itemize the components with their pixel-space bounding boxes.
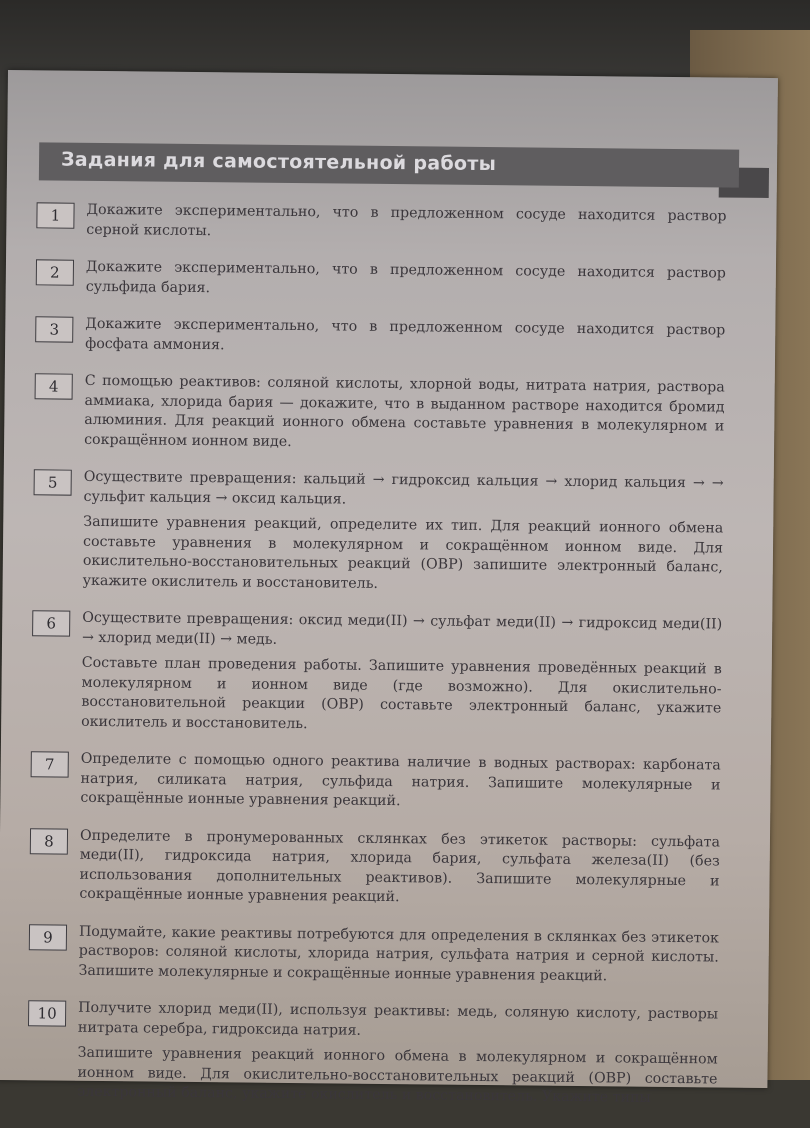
task-body	[83, 468, 724, 598]
task-item	[35, 314, 725, 360]
task-body	[79, 826, 720, 911]
task-number-box: 1	[36, 202, 74, 228]
task-body	[85, 315, 725, 361]
task-number-box: 10	[28, 1000, 66, 1026]
task-item	[33, 467, 724, 597]
task-body	[84, 372, 725, 457]
task-paragraph: Осуществите превращения: оксид меди(II) → сульфат меди(II) → гидроксид меди(II) → хлорид меди(II) → медь.	[81, 609, 723, 648]
task-body	[86, 201, 726, 247]
task-paragraph: Определите с помощью одного реактива наличие в водных растворах: карбоната натрия, силиката натрия, сульфида натрия. Запишите молекулярные и сокращённые ионные уравнения реакций.	[80, 750, 721, 810]
task-body	[80, 750, 721, 815]
task-item	[31, 608, 722, 738]
task-paragraph: Определите в пронумерованных склянках без этикеток растворы: сульфата меди(II), гидроксида натрия, хлорида бария, сульфата железа(II) (без использования дополнительных реактивов). Запишите молекулярные и сокращённые ионные уравнения реакций.	[79, 827, 721, 906]
task-item	[34, 371, 725, 456]
section-title: Задания для самостоятельной работы	[60, 148, 497, 176]
task-paragraph: Составьте план проведения работы. Запишите уравнения проведённых реакций в молекулярном и ионном виде (где возможно). Для окислительно-восстановительной реакции (ОВР) составьте электронный баланс, укажите окислитель и восстановитель.	[81, 654, 722, 732]
task-item	[29, 826, 720, 911]
task-paragraph: Запишите уравнения реакций ионного обмена в молекулярном и сокращённом ионном виде. Для окислительно-восстановительных реакций (ОВР) составьте электронный баланс, укажите окислитель и восстановитель. Укажите типы	[77, 1044, 718, 1106]
task-item	[30, 749, 721, 815]
task-number-box: 8	[30, 828, 68, 854]
section-header	[39, 142, 739, 187]
task-body	[77, 999, 718, 1109]
task-paragraph: Докажите экспериментально, что в предложенном сосуде находится раствор серной кислоты.	[86, 201, 727, 239]
task-paragraph: Осуществите превращения: кальций → гидроксид кальция → хлорид кальция → → сульфит кальция → оксид кальция.	[83, 468, 724, 508]
task-paragraph: Запишите уравнения реакций, определите их тип. Для реакций ионного обмена составьте уравнения в молекулярном и сокращённом ионном виде. Для окислительно-восстановительных реакций (ОВР) запишите электронный баланс, укажите окислитель и восстановитель.	[82, 513, 724, 592]
task-body	[81, 609, 722, 739]
task-number-box: 7	[31, 751, 69, 777]
task-paragraph: С помощью реактивов: соляной кислоты, хлорной воды, нитрата натрия, раствора аммиака, хлорида бария — докажите, что в выданном растворе находится бромид алюминия. Для реакций ионного обмена составьте уравнения в молекулярном и сокращённом ионном виде.	[84, 372, 725, 450]
task-number-box: 5	[34, 469, 72, 495]
task-number-box: 9	[29, 924, 67, 950]
book-page	[0, 70, 778, 1106]
task-number-box: 2	[36, 259, 74, 285]
task-item	[36, 200, 726, 246]
task-number-box: 3	[35, 316, 73, 342]
task-item	[36, 257, 726, 303]
task-item	[27, 998, 718, 1109]
task-paragraph: Докажите экспериментально, что в предложенном сосуде находится раствор фосфата аммония.	[85, 315, 726, 353]
task-paragraph: Подумайте, какие реактивы потребуются для определения в склянках без этикеток растворов: соляной кислоты, хлорида натрия, сульфата натрия и серной кислоты. Запишите молекулярные и сокращённые ионные уравнения реакций.	[78, 923, 720, 984]
task-item	[28, 922, 719, 988]
task-body	[78, 922, 719, 987]
task-number-box: 4	[35, 373, 73, 399]
task-paragraph: Докажите экспериментально, что в предложенном сосуде находится раствор сульфида бария.	[85, 258, 726, 296]
task-paragraph: Получите хлорид меди(II), используя реактивы: медь, соляную кислоту, растворы нитрата серебра, гидроксида натрия.	[77, 999, 719, 1039]
task-list	[27, 200, 727, 1127]
task-body	[86, 258, 726, 304]
task-number-box: 6	[32, 610, 70, 636]
